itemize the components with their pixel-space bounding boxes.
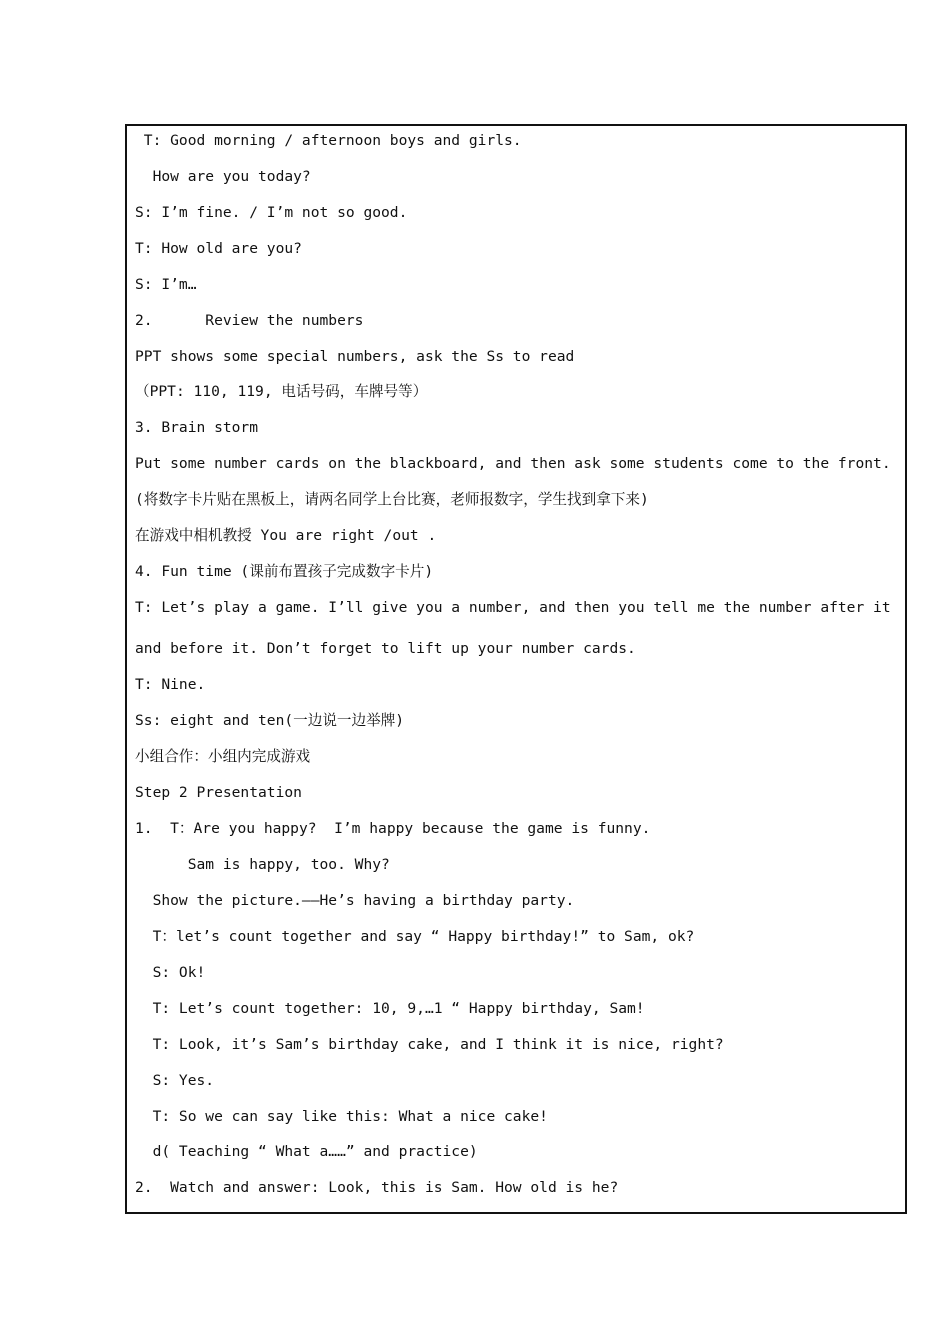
text-line-18: 小组合作：小组内完成游戏 — [135, 748, 311, 765]
text-line-12: 在游戏中相机教授 You are right /out . — [135, 527, 437, 544]
text-line-20: 1. T：Are you happy? I’m happy because the game is funny. — [135, 820, 651, 837]
text-line-25: T: Let’s count together: 10, 9,…1 “ Happy birthday, Sam! — [135, 1000, 645, 1017]
text-line-2: How are you today? — [135, 168, 311, 185]
text-line-22: Show the picture.——He’s having a birthday party. — [135, 892, 575, 909]
text-line-7: PPT shows some special numbers, ask the Ss to read — [135, 348, 575, 365]
text-line-27: S: Yes. — [135, 1072, 215, 1089]
text-line-28: T: So we can say like this: What a nice cake! — [135, 1108, 548, 1125]
text-line-23: T：let’s count together and say “ Happy birthday!” to Sam, ok? — [135, 928, 695, 945]
text-line-15: and before it. Don’t forget to lift up your number cards. — [135, 640, 636, 657]
text-line-17: Ss: eight and ten(一边说一边举牌) — [135, 712, 405, 729]
text-line-5: S: I’m… — [135, 276, 197, 293]
text-line-10: Put some number cards on the blackboard, and then ask some students come to the front. — [135, 455, 891, 472]
text-line-13: 4. Fun time (课前布置孩子完成数字卡片) — [135, 563, 434, 580]
text-line-16: T: Nine. — [135, 676, 206, 693]
text-line-19: Step 2 Presentation — [135, 784, 302, 801]
text-line-3: S: I’m fine. / I’m not so good. — [135, 204, 408, 221]
text-line-8: （PPT: 110, 119, 电话号码，车牌号等） — [135, 383, 428, 400]
text-line-29: d( Teaching “ What a……” and practice) — [135, 1143, 478, 1160]
lesson-plan-table-cell — [125, 124, 907, 1214]
text-line-21: Sam is happy, too. Why? — [135, 856, 390, 873]
text-line-30: 2. Watch and answer: Look, this is Sam. How old is he? — [135, 1179, 619, 1196]
text-line-6: 2. Review the numbers — [135, 312, 364, 329]
text-line-1: T: Good morning / afternoon boys and girls. — [135, 132, 522, 149]
text-line-4: T: How old are you? — [135, 240, 302, 257]
text-line-24: S: Ok! — [135, 964, 206, 981]
text-line-26: T: Look, it’s Sam’s birthday cake, and I think it is nice, right? — [135, 1036, 724, 1053]
text-line-11: (将数字卡片贴在黑板上，请两名同学上台比赛，老师报数字，学生找到拿下来) — [135, 491, 649, 508]
text-line-14: T: Let’s play a game. I’ll give you a number, and then you tell me the number after it — [135, 599, 891, 616]
text-line-9: 3. Brain storm — [135, 419, 259, 436]
